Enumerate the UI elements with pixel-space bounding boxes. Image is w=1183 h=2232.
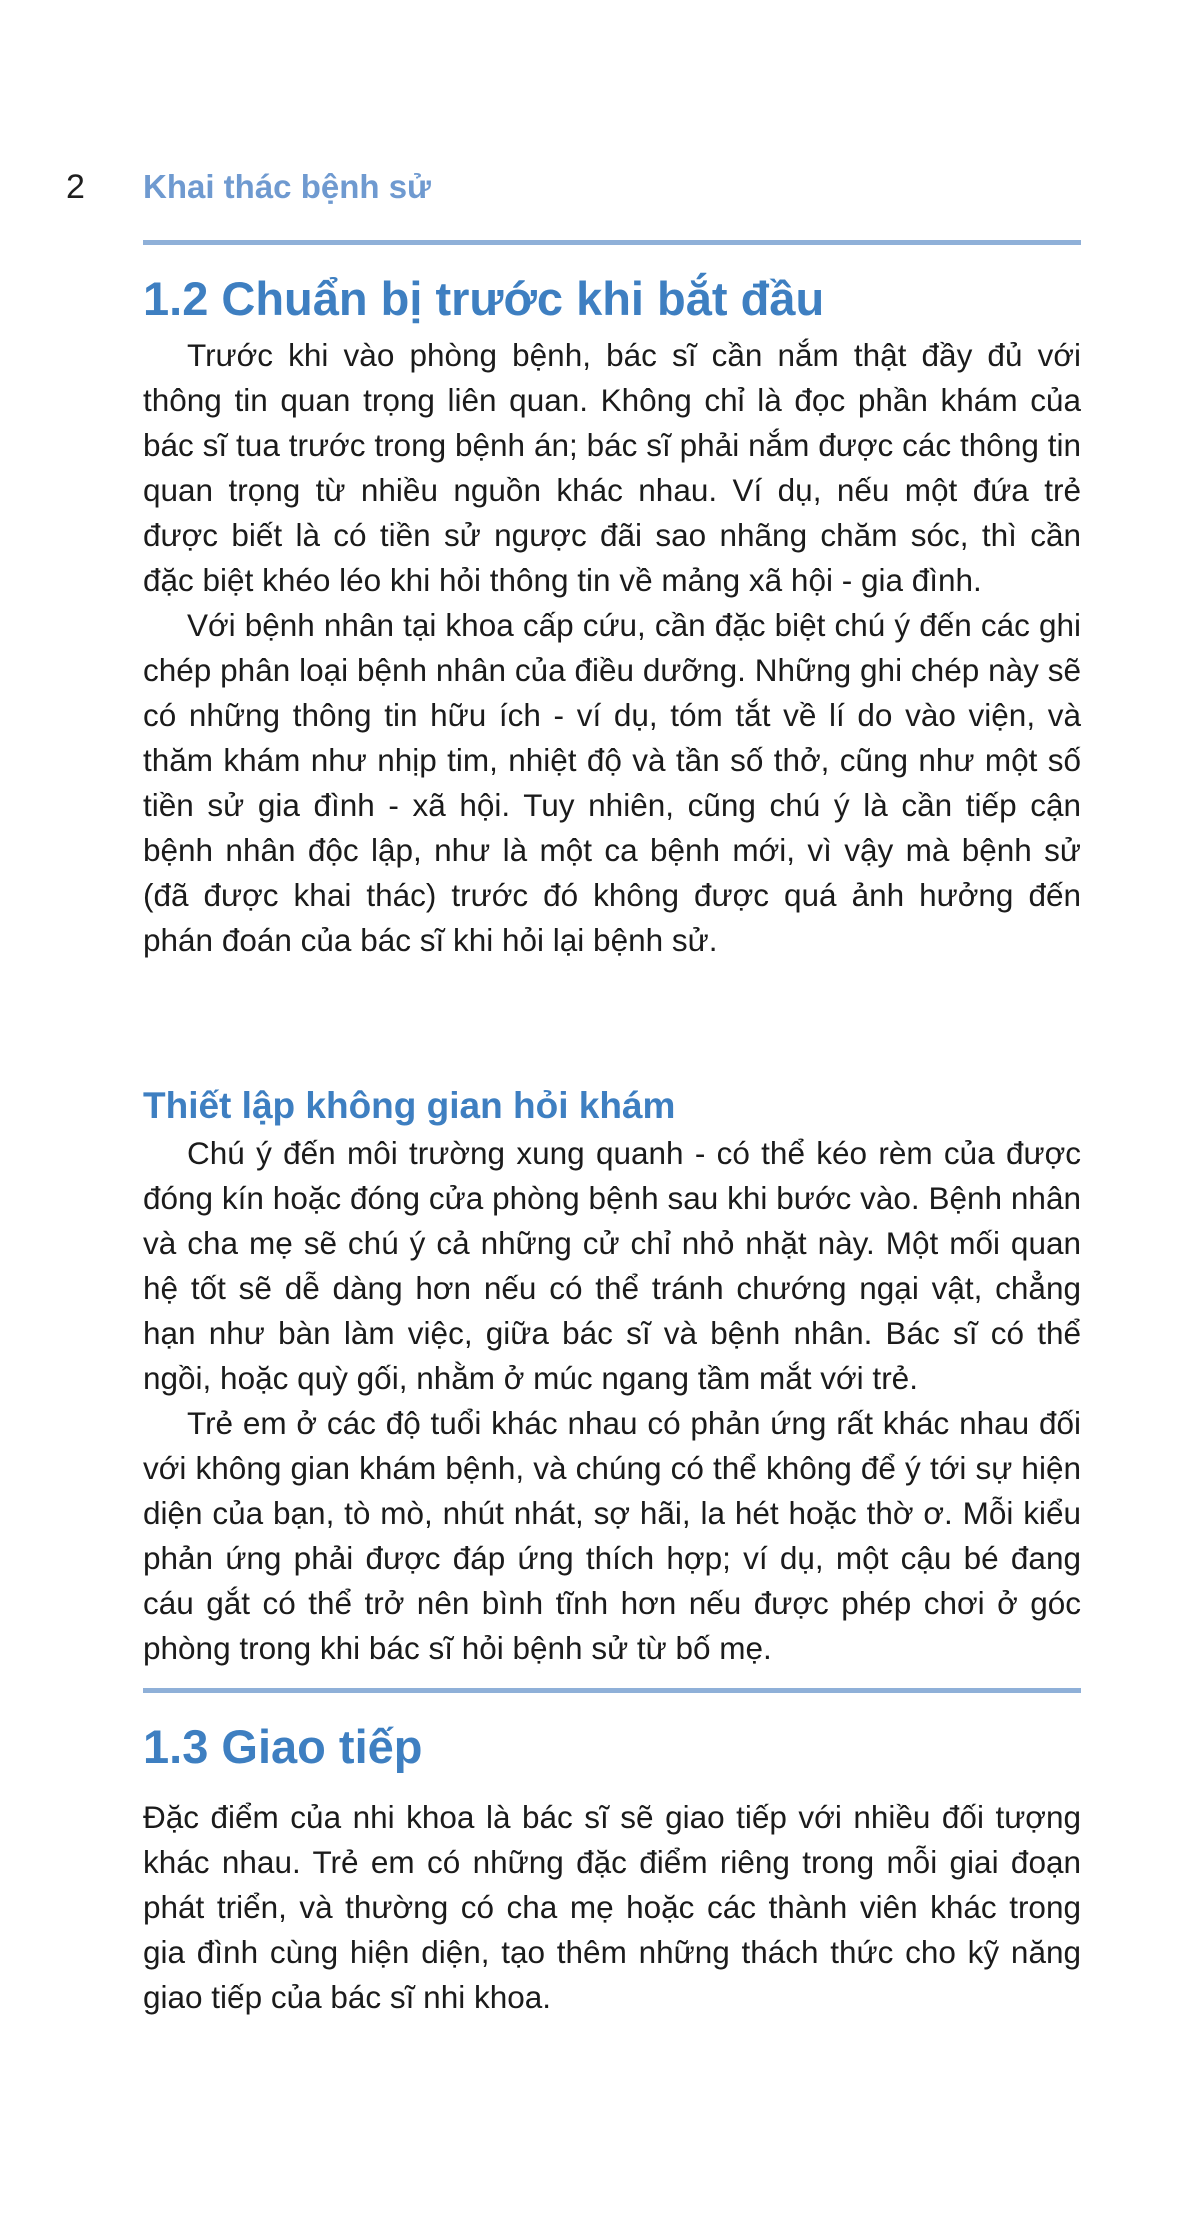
page-header bbox=[66, 168, 1083, 218]
page-content bbox=[143, 240, 1081, 2020]
section-title-1-3: 1.3 Giao tiếp bbox=[143, 1720, 423, 1773]
paragraph: Với bệnh nhân tại khoa cấp cứu, cần đặc biệt chú ý đến các ghi chép phân loại bệnh nhân của điều dưỡng. Những ghi chép này sẽ có những thông tin hữu ích - ví dụ, tóm tắt về lí do vào viện, và thăm khám như nhịp tim, nhiệt độ và tần số thở, cũng như một số tiền sử gia đình - xã hội. Tuy nhiên, cũng chú ý là cần tiếp cận bệnh nhân độc lập, như là một ca bệnh mới, vì vậy mà bệnh sử (đã được khai thác) trước đó không được quá ảnh hưởng đến phán đoán của bác sĩ khi hỏi lại bệnh sử. bbox=[143, 607, 1081, 958]
page-number: 2 bbox=[66, 168, 85, 206]
paragraph: Chú ý đến môi trường xung quanh - có thể kéo rèm của được đóng kín hoặc đóng cửa phòng bệnh sau khi bước vào. Bệnh nhân và cha mẹ sẽ chú ý cả những cử chỉ nhỏ nhặt này. Một mối quan hệ tốt sẽ dễ dàng hơn nếu có thể tránh chướng ngại vật, chẳng hạn như bàn làm việc, giữa bác sĩ và bệnh nhân. Bác sĩ có thể ngồi, hoặc quỳ gối, nhằm ở múc ngang tầm mắt với trẻ. bbox=[143, 1135, 1081, 1396]
section-title-1-2: 1.2 Chuẩn bị trước khi bắt đầu bbox=[143, 272, 825, 325]
section-divider bbox=[143, 240, 1081, 245]
paragraph: Đặc điểm của nhi khoa là bác sĩ sẽ giao tiếp với nhiều đối tượng khác nhau. Trẻ em có những đặc điểm riêng trong mỗi giai đoạn phát triển, và thường có cha mẹ hoặc các thành viên khác trong gia đình cùng hiện diện, tạo thêm những thách thức cho kỹ năng giao tiếp của bác sĩ nhi khoa. bbox=[143, 1799, 1081, 2015]
subsection-title: Thiết lập không gian hỏi khám bbox=[143, 1085, 676, 1126]
section-divider bbox=[143, 1688, 1081, 1693]
paragraph: Trẻ em ở các độ tuổi khác nhau có phản ứng rất khác nhau đối với không gian khám bệnh, và chúng có thể không để ý tới sự hiện diện của bạn, tò mò, nhút nhát, sợ hãi, la hét hoặc thờ ơ. Mỗi kiểu phản ứng phải được đáp ứng thích hợp; ví dụ, một cậu bé đang cáu gắt có thể trở nên bình tĩnh hơn nếu được phép chơi ở góc phòng trong khi bác sĩ hỏi bệnh sử từ bố mẹ. bbox=[143, 1405, 1081, 1666]
running-title: Khai thác bệnh sử bbox=[143, 168, 431, 205]
paragraph: Trước khi vào phòng bệnh, bác sĩ cần nắm thật đầy đủ với thông tin quan trọng liên quan. Không chỉ là đọc phần khám của bác sĩ tua trước trong bệnh án; bác sĩ phải nắm được các thông tin quan trọng từ nhiều nguồn khác nhau. Ví dụ, nếu một đứa trẻ được biết là có tiền sử ngược đãi sao nhãng chăm sóc, thì cần đặc biệt khéo léo khi hỏi thông tin về mảng xã hội - gia đình. bbox=[143, 337, 1081, 598]
